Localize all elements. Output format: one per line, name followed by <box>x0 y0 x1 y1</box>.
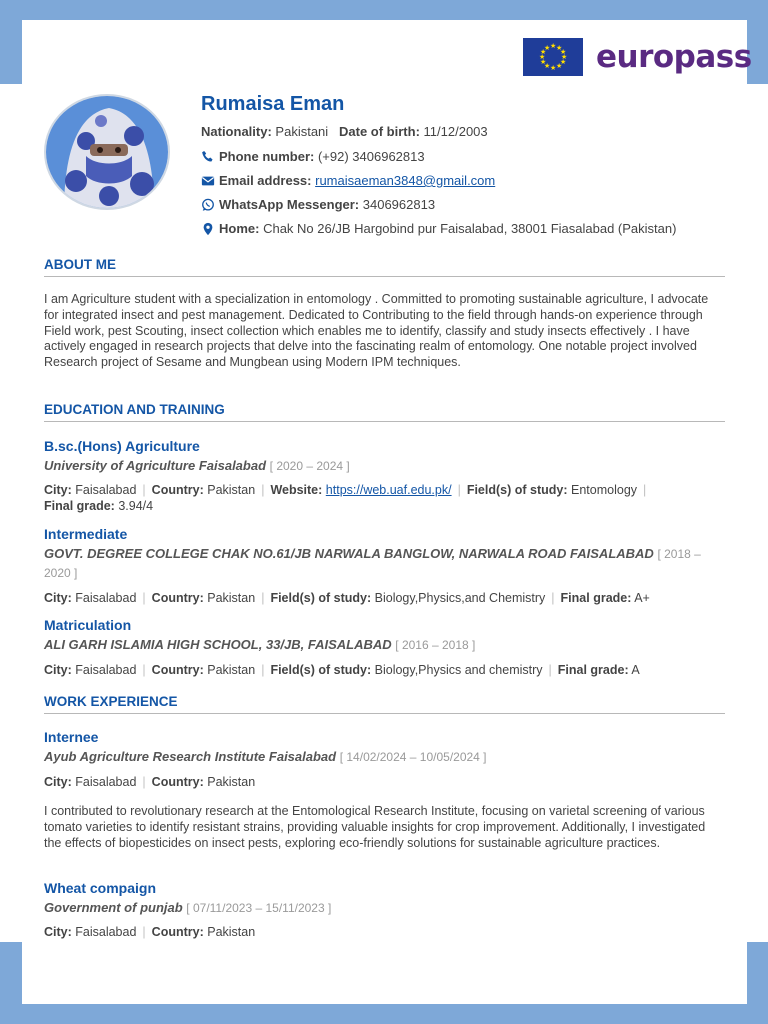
frame-right-bottom <box>747 942 768 1024</box>
city-label: City: <box>44 925 72 939</box>
email-link[interactable]: rumaisaeman3848@gmail.com <box>315 173 496 188</box>
separator: | <box>142 663 146 677</box>
separator: | <box>548 663 552 677</box>
education-title-3: Matriculation <box>44 617 132 633</box>
education-school-1: University of Agriculture Faisalabad <box>44 458 267 473</box>
separator: | <box>142 483 146 497</box>
field-label: Field(s) of study: <box>270 591 372 605</box>
separator: | <box>142 775 146 789</box>
education-meta-3 <box>44 662 724 678</box>
work-meta-1 <box>44 774 724 790</box>
education-school-2: GOVT. DEGREE COLLEGE CHAK NO.61/JB NARWALA BANGLOW, NARWALA ROAD FAISALABAD <box>44 546 654 561</box>
city-label: City: <box>44 591 72 605</box>
education-section-title: EDUCATION AND TRAINING <box>44 402 725 422</box>
education-title-1: B.sc.(Hons) Agriculture <box>44 438 200 454</box>
city-value: Faisalabad <box>75 591 137 605</box>
separator: | <box>261 483 265 497</box>
country-label: Country: <box>151 663 204 677</box>
field-label: Field(s) of study: <box>270 663 372 677</box>
country-label: Country: <box>151 775 204 789</box>
profile-photo <box>44 94 170 210</box>
nationality-label: Nationality: <box>201 124 272 139</box>
city-label: City: <box>44 775 72 789</box>
city-value: Faisalabad <box>75 775 137 789</box>
country-label: Country: <box>151 591 204 605</box>
city-value: Faisalabad <box>75 483 137 497</box>
separator: | <box>142 591 146 605</box>
grade-value: A+ <box>634 591 650 605</box>
work-title-2: Wheat compaign <box>44 880 157 896</box>
home-value: Chak No 26/JB Hargobind pur Faisalabad, 38001 Fiasalabad (Pakistan) <box>263 221 677 236</box>
europass-logo <box>523 38 752 76</box>
frame-left-top <box>0 0 22 84</box>
nationality-dob-line <box>201 124 488 139</box>
grade-label: Final grade: <box>557 663 629 677</box>
work-employer-2: Government of punjab <box>44 900 183 915</box>
separator: | <box>142 925 146 939</box>
phone-label: Phone number: <box>219 149 315 164</box>
work-title-1: Internee <box>44 729 99 745</box>
about-section-title: ABOUT ME <box>44 257 725 277</box>
work-section-title: WORK EXPERIENCE <box>44 694 725 714</box>
city-value: Faisalabad <box>75 925 137 939</box>
work-employer-1: Ayub Agriculture Research Institute Faisalabad <box>44 749 337 764</box>
frame-left-bottom <box>0 942 22 1024</box>
education-meta-2 <box>44 590 724 606</box>
education-dates-2: [ 2018 – 2020 ] <box>44 547 701 580</box>
email-label: Email address: <box>219 173 312 188</box>
field-value: Entomology <box>571 483 638 497</box>
city-label: City: <box>44 483 72 497</box>
separator: | <box>457 483 461 497</box>
phone-line <box>201 149 425 164</box>
whatsapp-icon <box>201 198 215 212</box>
country-value: Pakistan <box>207 591 256 605</box>
work-org-1 <box>44 748 724 767</box>
europass-wordmark: europass <box>596 39 752 75</box>
work-dates-1: [ 14/02/2024 – 10/05/2024 ] <box>339 750 487 764</box>
website-label: Website: <box>270 483 323 497</box>
location-pin-icon <box>201 222 215 236</box>
work-dates-2: [ 07/11/2023 – 15/11/2023 ] <box>186 901 332 915</box>
education-meta-1 <box>44 482 724 514</box>
work-org-2 <box>44 899 724 918</box>
grade-value: A <box>631 663 640 677</box>
city-value: Faisalabad <box>75 663 137 677</box>
education-org-2 <box>44 545 724 582</box>
work-description-1: I contributed to revolutionary research at the Entomological Research Institute, focusing on varietal screening of various tomato varieties to identify resistant strains, providing valuable insights for crop improvement. Additionally, I investigated the effects of biopesticides on insect pests, exploring eco-friendly solutions for sustainable agriculture practices. <box>44 804 706 850</box>
field-value: Biology,Physics,and Chemistry <box>374 591 546 605</box>
education-dates-1: [ 2020 – 2024 ] <box>269 459 350 473</box>
separator: | <box>643 483 647 497</box>
country-value: Pakistan <box>207 925 256 939</box>
home-label: Home: <box>219 221 260 236</box>
field-label: Field(s) of study: <box>466 483 568 497</box>
city-label: City: <box>44 663 72 677</box>
about-text: I am Agriculture student with a specialization in entomology . Committed to promoting sustainable agriculture, I advocate for integrated insect and pest management. Dedicated to Contributing to the field through hands-on experience through Field work, pest Scouting, insect collection which enables me to identify, classify and study insects effectively . I have actively engaged in research projects that delve into the fascinating realm of entomology. One notable project involved Research project of Sesame and Mungbean using Modern IPM techniques. <box>44 292 709 370</box>
country-value: Pakistan <box>207 663 256 677</box>
education-dates-3: [ 2016 – 2018 ] <box>395 638 476 652</box>
eu-flag-icon: ★ ★ ★ ★ ★ ★ ★ ★ ★ ★ ★ ★ <box>523 38 583 76</box>
education-school-3: ALI GARH ISLAMIA HIGH SCHOOL, 33/JB, FAISALABAD <box>44 637 392 652</box>
field-value: Biology,Physics and chemistry <box>374 663 543 677</box>
grade-label: Final grade: <box>560 591 632 605</box>
frame-bottom-bar <box>0 1004 768 1024</box>
work-meta-2 <box>44 924 724 940</box>
home-line <box>201 221 676 236</box>
separator: | <box>261 663 265 677</box>
phone-icon <box>201 150 215 164</box>
grade-value: 3.94/4 <box>118 499 154 513</box>
separator: | <box>551 591 555 605</box>
candidate-name: Rumaisa Eman <box>201 93 345 115</box>
grade-label: Final grade: <box>44 499 115 513</box>
country-value: Pakistan <box>207 483 256 497</box>
envelope-icon <box>201 174 215 188</box>
whatsapp-value: 3406962813 <box>362 197 436 212</box>
country-value: Pakistan <box>207 775 256 789</box>
whatsapp-label: WhatsApp Messenger: <box>219 197 360 212</box>
education-org-3 <box>44 636 724 655</box>
frame-top-bar <box>0 0 768 20</box>
email-line <box>201 173 495 188</box>
country-label: Country: <box>151 925 204 939</box>
education-org-1 <box>44 457 724 476</box>
dob-value: 11/12/2003 <box>423 124 488 139</box>
whatsapp-line <box>201 197 435 212</box>
separator: | <box>261 591 265 605</box>
phone-value: (+92) 3406962813 <box>317 149 425 164</box>
education-title-2: Intermediate <box>44 526 128 542</box>
website-link[interactable]: https://web.uaf.edu.pk/ <box>325 483 452 497</box>
country-label: Country: <box>151 483 204 497</box>
dob-label: Date of birth: <box>339 124 420 139</box>
nationality-value: Pakistani <box>275 124 329 139</box>
